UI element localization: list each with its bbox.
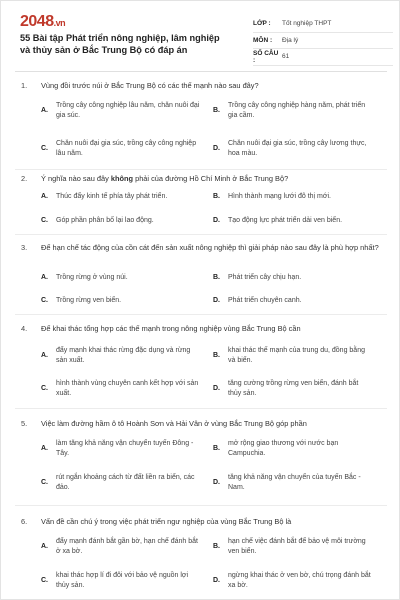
option-d[interactable] [213, 571, 373, 591]
question-separator [15, 234, 387, 235]
option-text: đẩy mạnh đánh bắt gần bờ, hạn chế đánh bắt ở xa bờ. [56, 538, 198, 556]
question-header [15, 174, 387, 185]
option-text: ngừng khai thác ở ven bờ, chú trọng đánh bắt xa bờ. [228, 572, 371, 590]
option-letter: B. [213, 543, 220, 551]
question-text: Vùng đồi trước núi ở Bắc Trung Bộ có các thế mạnh nào sau đây? [41, 81, 259, 90]
option-letter: D. [213, 217, 220, 224]
option-letter: A. [41, 274, 48, 281]
option-c[interactable] [41, 296, 201, 306]
option-text: tăng khả năng vận chuyển của tuyến Bắc - Nam. [228, 474, 361, 492]
option-b[interactable] [213, 273, 373, 283]
meta-key: LỚP : [253, 20, 271, 28]
question-header [15, 324, 387, 335]
option-letter: C. [41, 297, 48, 304]
question-separator [15, 314, 387, 315]
option-letter: C. [41, 577, 48, 585]
option-text: Trồng cây công nghiệp lâu năm, chăn nuôi đại gia súc. [56, 102, 200, 120]
header-divider [15, 71, 387, 72]
option-letter: A. [41, 107, 48, 115]
question-separator [15, 408, 387, 409]
question-text: Vấn đề cần chú ý trong việc phát triển ngư nghiệp của vùng Bắc Trung Bộ là [41, 517, 292, 526]
document-title: 55 Bài tập Phát triển nông nghiệp, lâm nghiệp và thủy sản ở Bắc Trung Bộ có đáp án [20, 33, 220, 55]
question-number: 5. [21, 419, 28, 428]
option-letter: D. [213, 145, 220, 153]
question-2 [15, 174, 387, 224]
option-text: Góp phần phân bố lại lao động. [56, 217, 154, 224]
option-b[interactable] [213, 537, 373, 557]
option-text: hạn chế việc đánh bắt để bảo vệ môi trường ven biển. [228, 538, 366, 556]
option-d[interactable] [213, 379, 373, 399]
question-5 [15, 419, 387, 492]
option-text: Tạo động lực phát triển dải ven biển. [228, 217, 343, 224]
option-a[interactable] [41, 537, 201, 557]
option-c[interactable] [41, 139, 201, 159]
option-text: làm tăng khả năng vận chuyển tuyến Đông - Tây. [56, 440, 194, 458]
option-letter: B. [213, 107, 220, 115]
option-text: tăng cường trồng rừng ven biển, đánh bắt thủy sản. [228, 380, 359, 398]
meta-value: Tốt nghiệp THPT [282, 20, 332, 28]
document-header [15, 13, 387, 65]
meta-value: 61 [282, 53, 290, 61]
logo-suffix-text: .vn [53, 18, 66, 28]
question-text-before: Ý nghĩa nào sau đây [41, 174, 111, 183]
option-text: Hình thành mạng lưới đô thị mới. [228, 193, 331, 200]
option-b[interactable] [213, 346, 373, 366]
option-text: Trồng rừng ở vùng núi. [56, 274, 128, 281]
option-c[interactable] [41, 571, 201, 591]
question-number: 2. [21, 174, 28, 183]
meta-value: Địa lý [282, 36, 299, 44]
option-text: rút ngắn khoảng cách từ đất liền ra biển, các đảo. [56, 474, 195, 492]
question-number: 4. [21, 324, 28, 333]
option-letter: C. [41, 145, 48, 153]
question-text: Để hạn chế tác động của cồn cát đến sản xuất nông nghiệp thì giải pháp nào sau đây là phù hợp nhất? [41, 243, 379, 252]
question-header [15, 419, 387, 430]
option-letter: A. [41, 543, 48, 551]
question-text: Để khai thác tổng hợp các thế mạnh trong nông nghiệp vùng Bắc Trung Bộ cần [41, 324, 301, 333]
question-1 [15, 81, 387, 158]
option-a[interactable] [41, 346, 201, 366]
meta-row-count [253, 49, 393, 66]
question-text-after: phải của đường Hồ Chí Minh ở Bắc Trung Bộ? [133, 174, 289, 183]
option-letter: C. [41, 479, 48, 487]
option-c[interactable] [41, 216, 201, 226]
option-text: Trồng rừng ven biển. [56, 297, 122, 304]
option-letter: A. [41, 193, 48, 200]
option-text: Phát triển chuyên canh. [228, 297, 302, 304]
option-a[interactable] [41, 192, 201, 202]
option-letter: A. [41, 445, 48, 453]
option-text: Thúc đẩy kinh tế phía tây phát triển. [56, 193, 168, 200]
meta-row-class [253, 16, 393, 33]
meta-key: MÔN : [253, 36, 273, 44]
option-c[interactable] [41, 473, 201, 493]
question-4 [15, 324, 387, 398]
option-letter: B. [213, 193, 220, 200]
option-text: Chăn nuôi đại gia súc, trồng cây công nghiệp lâu năm. [56, 140, 197, 158]
option-text: Chăn nuôi đại gia súc, trồng cây lương thực, hoa màu. [228, 140, 367, 158]
question-3 [15, 243, 387, 304]
question-separator [15, 169, 387, 170]
question-separator [15, 505, 387, 506]
question-text: Việc làm đường hầm ô tô Hoành Sơn và Hải Vân ở vùng Bắc Trung Bộ góp phần [41, 419, 307, 428]
site-logo[interactable] [20, 13, 65, 31]
option-letter: D. [213, 479, 220, 487]
option-d[interactable] [213, 216, 373, 226]
option-d[interactable] [213, 296, 373, 306]
logo-main-text: 2048 [20, 13, 54, 30]
option-a[interactable] [41, 101, 201, 121]
question-number: 3. [21, 243, 28, 252]
option-letter: C. [41, 217, 48, 224]
option-text: hình thành vùng chuyên canh kết hợp với sản xuất. [56, 380, 199, 398]
question-6 [15, 517, 387, 590]
option-text: Trồng cây công nghiệp hàng năm, phát triển gia cầm. [228, 102, 366, 120]
option-text: khai thác thế mạnh của trung du, đồng bằng và biển. [228, 347, 365, 365]
meta-table [253, 16, 393, 66]
option-a[interactable] [41, 273, 201, 283]
option-letter: D. [213, 385, 220, 393]
meta-key: SỐ CÂU : [253, 49, 279, 64]
option-c[interactable] [41, 379, 201, 399]
option-letter: B. [213, 445, 220, 453]
question-number: 1. [21, 81, 28, 90]
option-b[interactable] [213, 192, 373, 202]
option-letter: B. [213, 274, 220, 281]
option-letter: C. [41, 385, 48, 393]
option-b[interactable] [213, 101, 373, 121]
option-letter: A. [41, 352, 48, 360]
question-text-emphasis: không [110, 174, 134, 183]
question-number: 6. [21, 517, 28, 526]
question-text [41, 174, 387, 185]
option-letter: D. [213, 577, 220, 585]
option-text: Phát triển cây chịu hạn. [228, 274, 302, 281]
option-text: khai thác hợp lí đi đôi với bảo vệ nguồn lợi thủy sản. [56, 572, 189, 590]
question-header [15, 517, 387, 528]
option-text: mở rộng giao thương với nước bạn Campuchia. [228, 440, 339, 458]
option-b[interactable] [213, 439, 373, 459]
option-text: đẩy mạnh khai thác rừng đặc dụng và rừng sản xuất. [56, 347, 191, 365]
option-letter: B. [213, 352, 220, 360]
option-a[interactable] [41, 439, 201, 459]
option-d[interactable] [213, 139, 373, 159]
option-letter: D. [213, 297, 220, 304]
question-header [15, 81, 387, 92]
option-d[interactable] [213, 473, 373, 493]
question-header [15, 243, 387, 254]
meta-row-subject [253, 33, 393, 50]
